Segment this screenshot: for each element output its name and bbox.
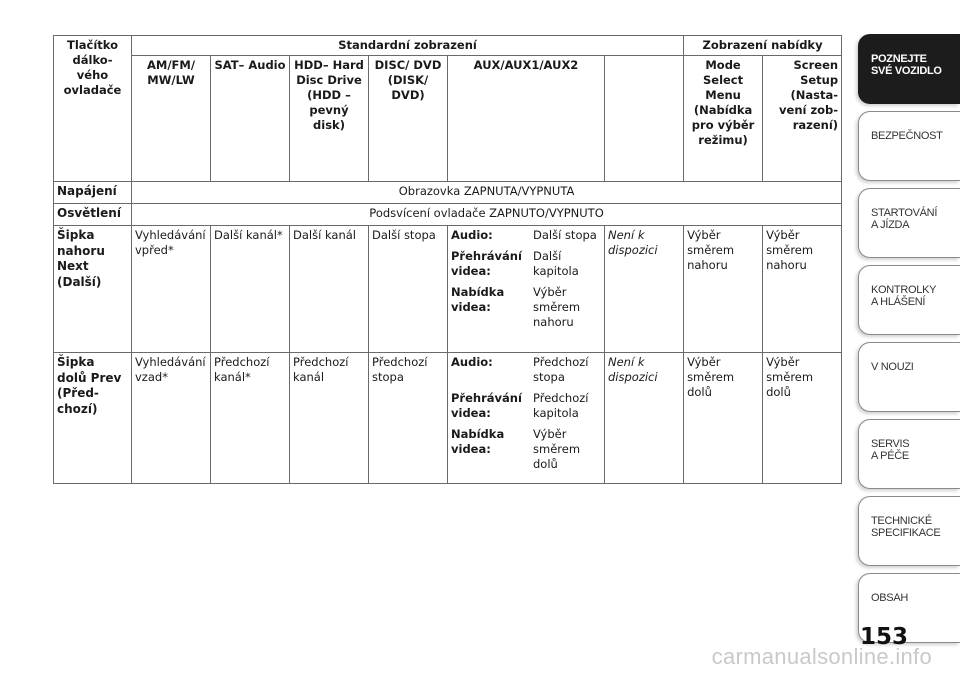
next-aux-audio-value: Další stopa	[533, 228, 597, 242]
next-aux-details	[451, 228, 601, 336]
next-sat-audio: Další kanál*	[211, 226, 290, 353]
header-hdd: HDD– Hard Disc Drive (HDD – pevný disk)	[290, 56, 369, 182]
next-am-fm: Vyhledávání vpřed*	[132, 226, 211, 353]
sidebar-item-label: A PÉČE	[871, 450, 909, 463]
next-hdd: Další kanál	[290, 226, 369, 353]
sidebar-item-label: POZNEJTE	[871, 53, 927, 65]
header-standard-view: Standardní zobrazení	[132, 36, 684, 56]
sidebar-item-label: OBSAH	[871, 592, 909, 604]
prev-disc: Předchozí stopa	[369, 353, 448, 484]
sidebar-item-safety[interactable]	[858, 111, 960, 181]
header-menu-view: Zobrazení nabídky	[684, 36, 842, 56]
next-aux-audio-key: Audio:	[451, 228, 493, 242]
prev-aux-menu-key: Nabídka videa:	[451, 426, 505, 456]
header-sat-audio: SAT– Audio	[211, 56, 290, 182]
sidebar-item-label: TECHNICKÉ	[871, 515, 932, 527]
next-aux-play-key: Přehrávání videa:	[451, 248, 522, 278]
sidebar-item-label: SVÉ VOZIDLO	[871, 65, 942, 78]
prev-screen-setup: Výběr směrem dolů	[763, 353, 842, 484]
watermark: carmanualsonline.info	[711, 644, 932, 669]
sidebar-item-label: A JÍZDA	[871, 219, 910, 232]
prev-aux-audio-value: Předchozí stopa	[533, 355, 589, 384]
sidebar-item-know-your-vehicle[interactable]	[858, 34, 960, 104]
prev-aux-audio-key: Audio:	[451, 355, 493, 369]
sidebar-item-label: V NOUZI	[871, 361, 914, 373]
next-aux-play-value: Další kapitola	[533, 248, 579, 278]
next-disc: Další stopa	[369, 226, 448, 353]
row-value-lighting: Podsvícení ovladače ZAPNUTO/VYPNUTO	[132, 204, 842, 226]
prev-aux	[448, 353, 605, 484]
sidebar-item-label: BEZPEČNOST	[871, 130, 943, 142]
header-aux: AUX/AUX1/AUX2	[448, 56, 605, 182]
header-screen-setup: Screen Setup (Nasta-vení zob-razení)	[763, 56, 842, 182]
header-button: Tlačítko dálko-vého ovladače	[54, 36, 132, 182]
prev-not-available: Není k dispozici	[605, 353, 684, 484]
prev-am-fm: Vyhledávání vzad*	[132, 353, 211, 484]
sidebar-item-starting-driving[interactable]	[858, 188, 960, 258]
row-value-power: Obrazovka ZAPNUTA/VYPNUTA	[132, 182, 842, 204]
sidebar-item-label: A HLÁŠENÍ	[871, 296, 926, 309]
sidebar-item-emergency[interactable]	[858, 342, 960, 412]
header-mode-select: Mode Select Menu (Nabídka pro výběr režimu)	[684, 56, 763, 182]
sidebar-item-label: KONTROLKY	[871, 284, 937, 296]
prev-sat-audio: Předchozí kanál*	[211, 353, 290, 484]
header-disc-dvd: DISC/ DVD (DISK/ DVD)	[369, 56, 448, 182]
prev-aux-play-key: Přehrávání videa:	[451, 390, 522, 420]
sidebar-item-warnings[interactable]	[858, 265, 960, 335]
next-mode-select: Výběr směrem nahoru	[684, 226, 763, 353]
row-label-prev: Šipka dolů Prev (Před-chozí)	[54, 353, 132, 484]
sidebar-item-label: STARTOVÁNÍ	[871, 207, 938, 219]
next-aux	[448, 226, 605, 353]
header-am-fm: AM/FM/ MW/LW	[132, 56, 211, 182]
next-screen-setup: Výběr směrem nahoru	[763, 226, 842, 353]
next-aux-menu-key: Nabídka videa:	[451, 284, 505, 314]
next-aux-menu-value: Výběr směrem nahoru	[533, 284, 581, 329]
header-empty	[605, 56, 684, 182]
sidebar-item-service[interactable]	[858, 419, 960, 489]
sidebar-item-label: SPECIFIKACE	[871, 527, 941, 540]
remote-control-table	[53, 35, 842, 484]
row-label-lighting: Osvětlení	[54, 204, 132, 226]
prev-mode-select: Výběr směrem dolů	[684, 353, 763, 484]
page-number: 153	[860, 624, 909, 650]
next-not-available: Není k dispozici	[605, 226, 684, 353]
prev-aux-play-value: Předchozí kapitola	[533, 390, 589, 420]
sidebar-item-label: SERVIS	[871, 438, 910, 450]
sidebar-item-technical-specs[interactable]	[858, 496, 960, 566]
prev-aux-menu-value: Výběr směrem dolů	[533, 426, 581, 471]
prev-hdd: Předchozí kanál	[290, 353, 369, 484]
prev-aux-details	[451, 355, 601, 478]
row-label-next: Šipka nahoru Next (Další)	[54, 226, 132, 353]
row-label-power: Napájení	[54, 182, 132, 204]
